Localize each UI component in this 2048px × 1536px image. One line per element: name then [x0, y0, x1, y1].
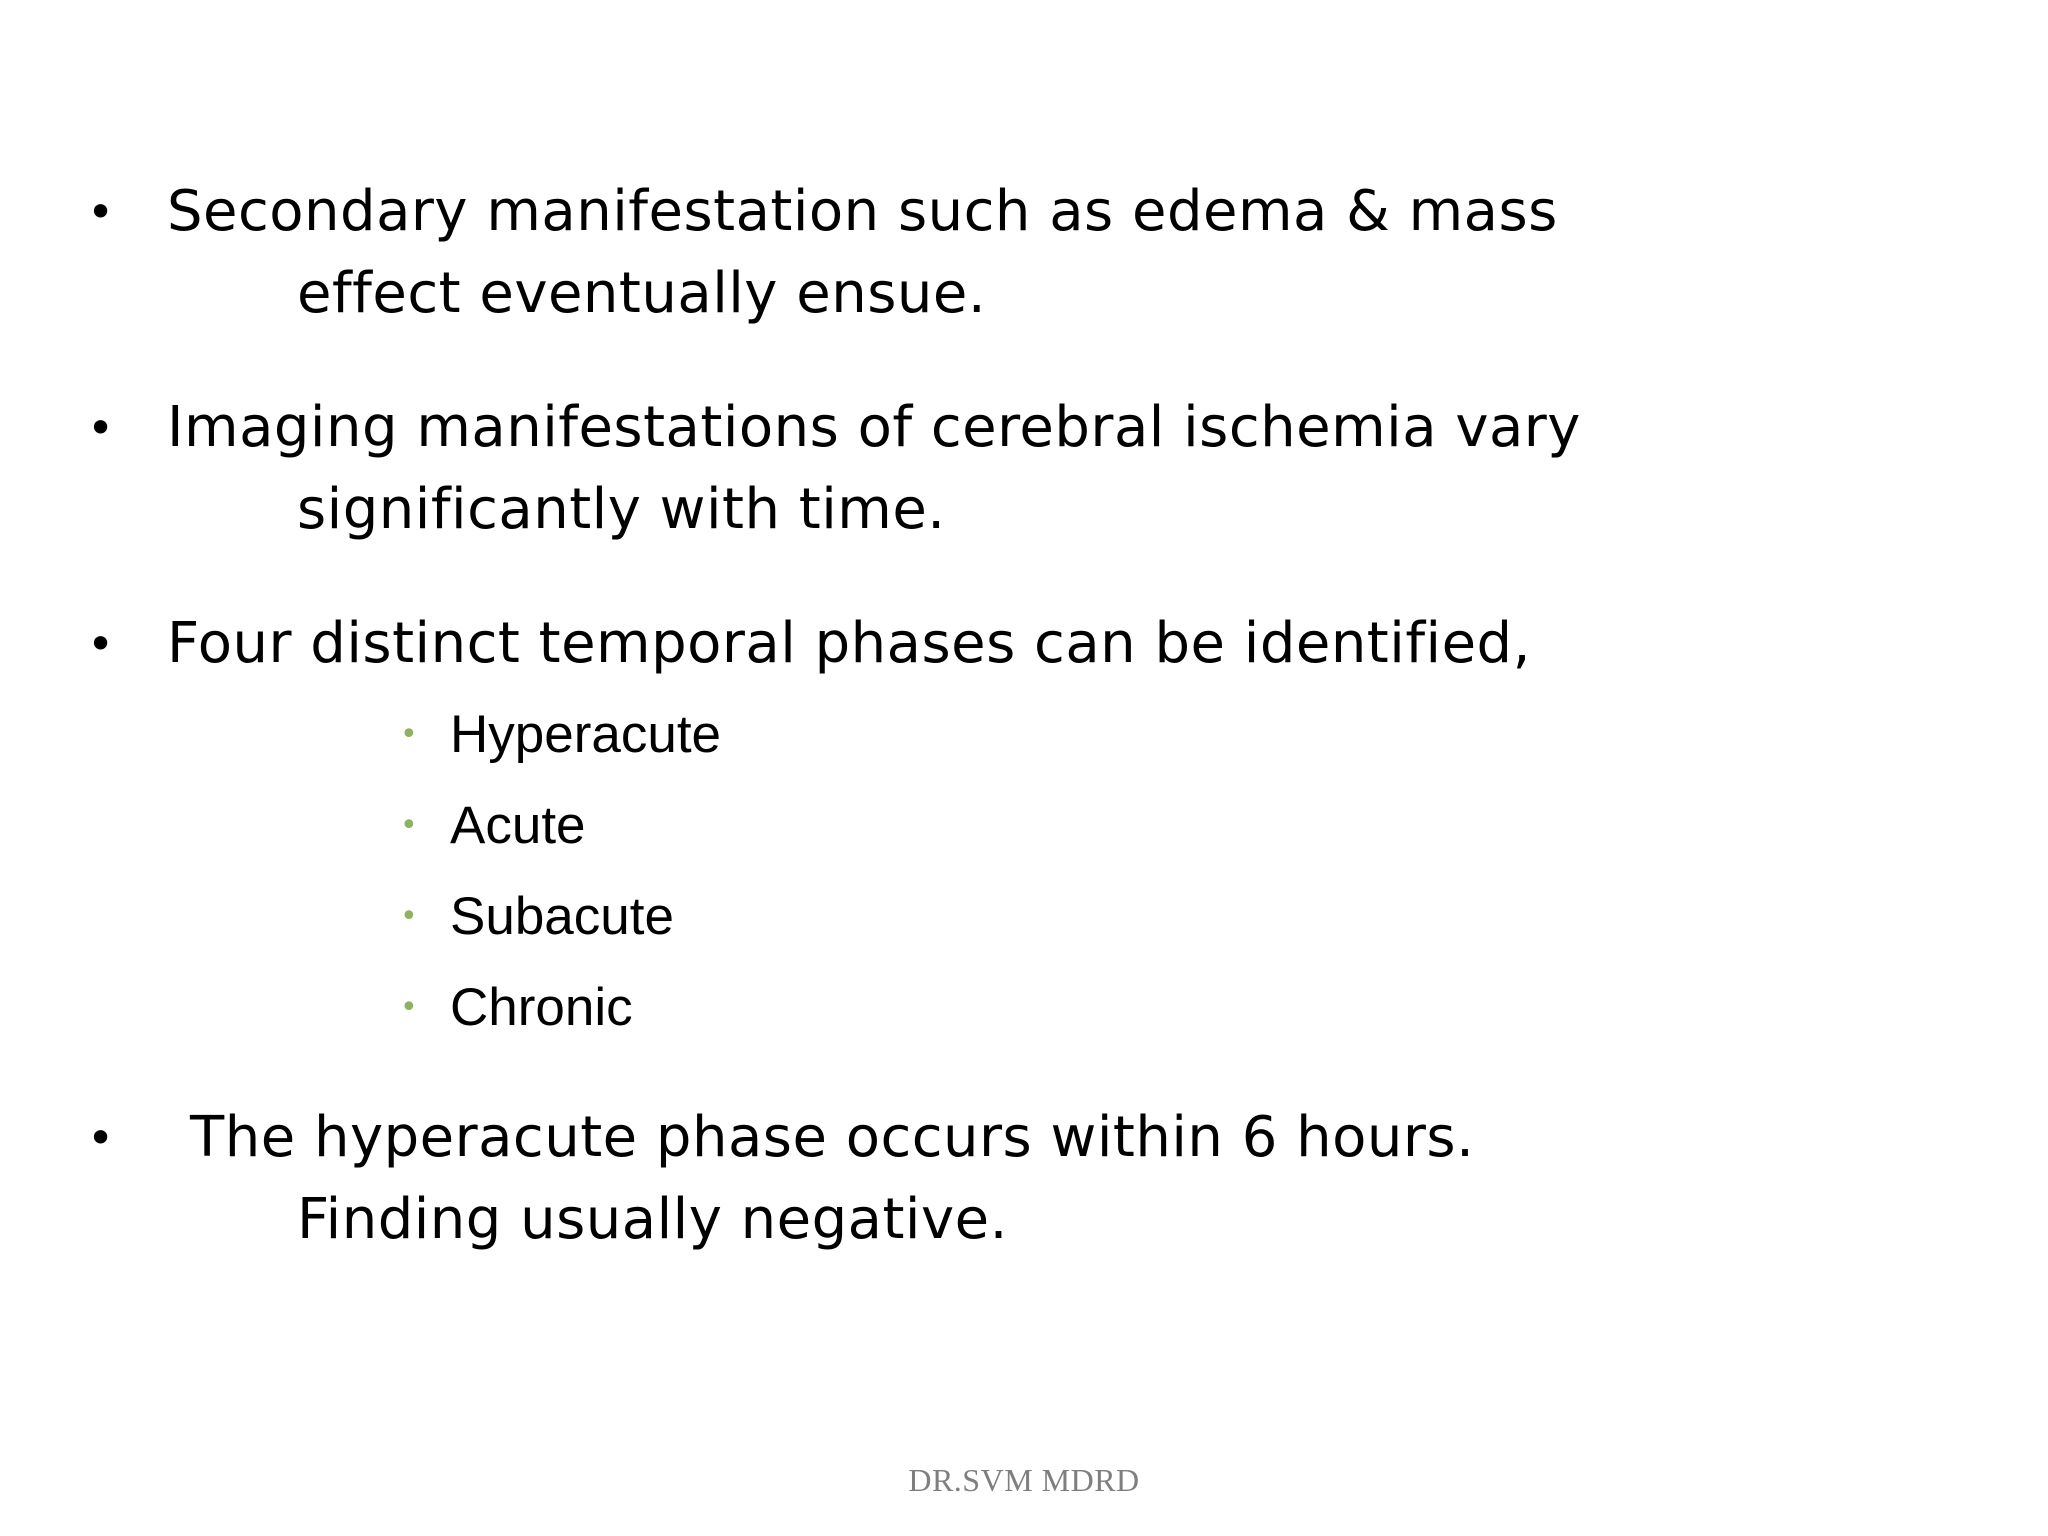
sub-bullet-marker: •: [400, 990, 418, 1025]
bullet-marker: •: [87, 617, 115, 671]
sub-bullet-marker: •: [400, 899, 418, 934]
bullet-text-line: significantly with time.: [297, 477, 946, 542]
sub-item-label: Acute: [450, 796, 586, 855]
slide-footer: DR.SVM MDRD: [908, 1462, 1140, 1498]
bullet-text-line: Four distinct temporal phases can be identified,: [167, 611, 1531, 676]
bullet-text-line: Finding usually negative.: [297, 1187, 1008, 1252]
bullet-text-line: The hyperacute phase occurs within 6 hours.: [190, 1105, 1475, 1170]
bullet-text-line: effect eventually ensue.: [297, 261, 987, 326]
bullet-marker: •: [87, 1111, 115, 1165]
sub-item-label: Chronic: [450, 978, 633, 1037]
bullet-text-line: Secondary manifestation such as edema & mass: [167, 179, 1558, 244]
sub-bullet-marker: •: [400, 808, 418, 843]
bullet-marker: •: [87, 185, 115, 239]
sub-item-label: Subacute: [450, 887, 674, 946]
sub-item-label: Hyperacute: [450, 705, 722, 764]
bullet-text-line: Imaging manifestations of cerebral ischemia vary: [167, 395, 1581, 460]
sub-bullet-marker: •: [400, 717, 418, 752]
bullet-marker: •: [87, 401, 115, 455]
